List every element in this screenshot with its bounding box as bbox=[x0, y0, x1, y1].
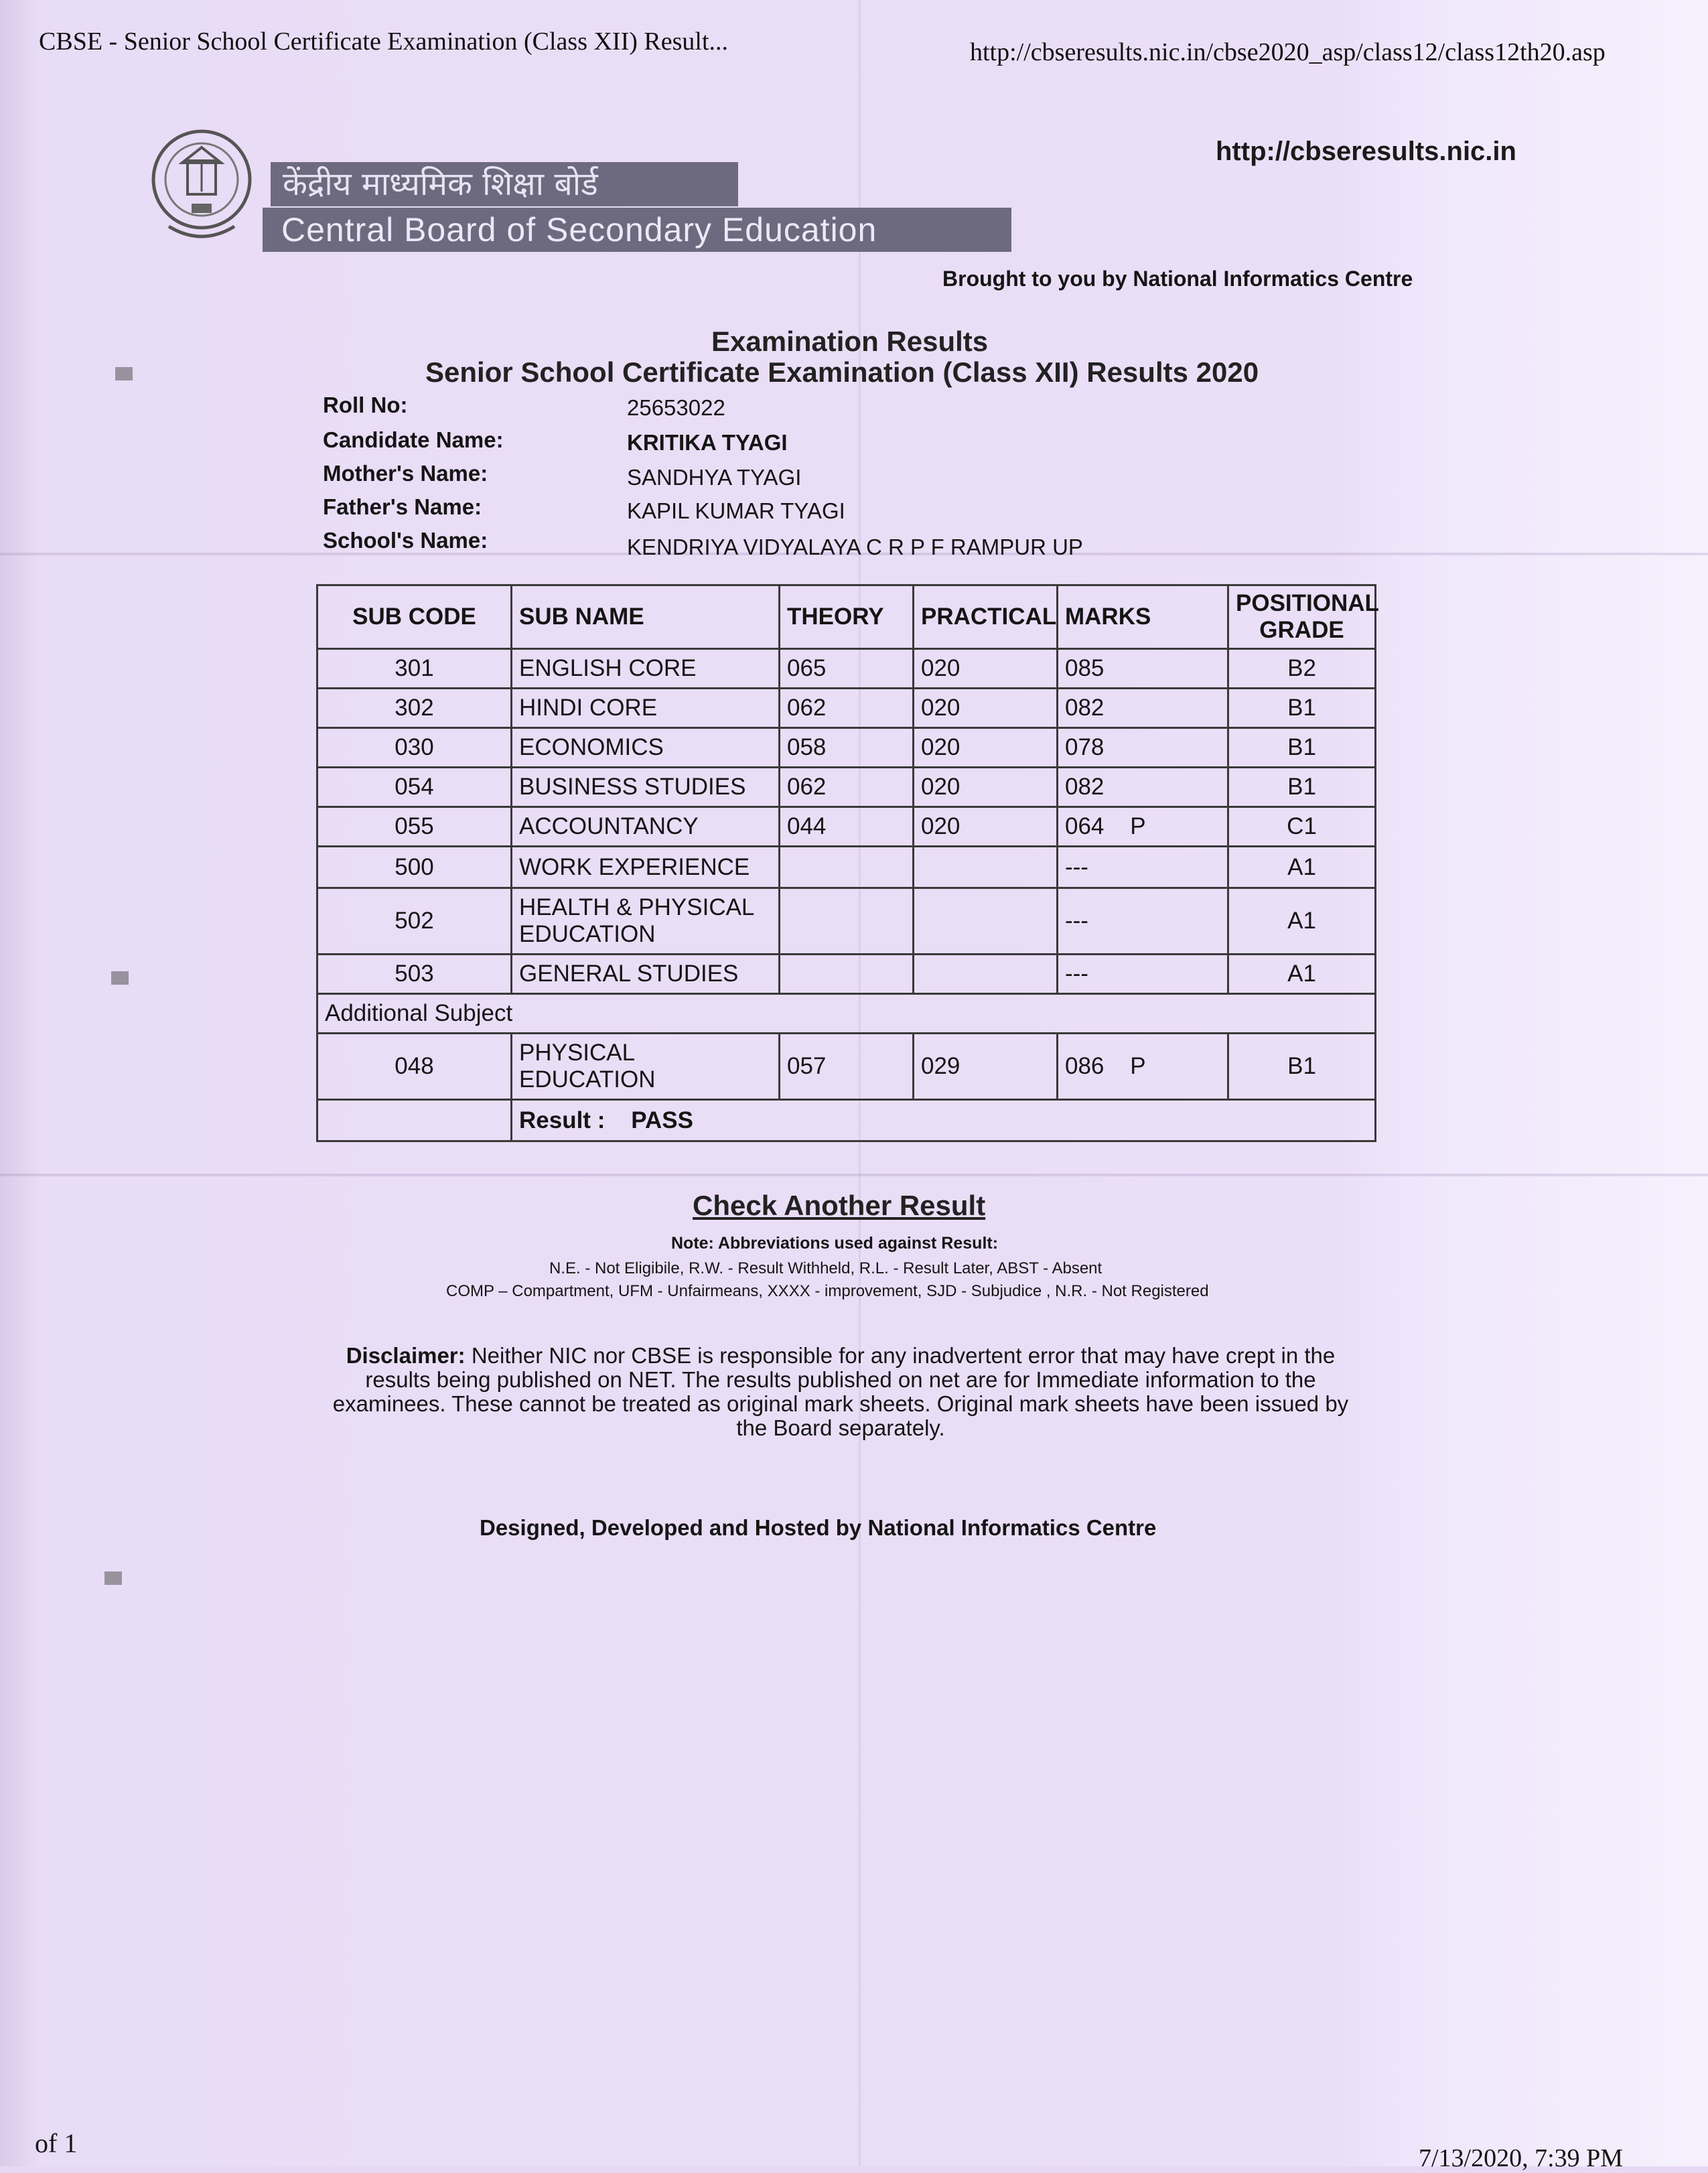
grade: A1 bbox=[1228, 847, 1376, 888]
grade: B1 bbox=[1228, 689, 1376, 728]
header-theory: THEORY bbox=[780, 585, 914, 649]
sub-name: ECONOMICS bbox=[512, 728, 780, 768]
table-row bbox=[317, 1034, 1376, 1100]
total-marks: --- bbox=[1058, 888, 1228, 955]
fold-line bbox=[0, 1174, 1708, 1176]
roll-label: Roll No: bbox=[323, 393, 408, 417]
total-marks: --- bbox=[1058, 847, 1228, 888]
practical-marks: 020 bbox=[914, 807, 1058, 847]
note-line-2: COMP – Compartment, UFM - Unfairmeans, XXXX - improvement, SJD - Subjudice , N.R. - Not Registered bbox=[446, 1282, 1209, 1300]
grade: C1 bbox=[1228, 807, 1376, 847]
print-page-title: CBSE - Senior School Certificate Examination (Class XII) Result... bbox=[39, 27, 729, 56]
theory-marks bbox=[780, 888, 914, 955]
total-marks: 085 bbox=[1058, 649, 1228, 689]
print-page-number: of 1 bbox=[35, 2128, 78, 2158]
disclaimer bbox=[315, 1344, 1366, 1440]
sub-name: HEALTH & PHYSICAL EDUCATION bbox=[512, 888, 780, 955]
total-marks: 082 bbox=[1058, 768, 1228, 807]
banner-english-title: Central Board of Secondary Education bbox=[263, 208, 1011, 252]
binder-mark bbox=[104, 1571, 122, 1585]
total-marks: --- bbox=[1058, 955, 1228, 994]
banner-hindi-title: केंद्रीय माध्यमिक शिक्षा बोर्ड bbox=[271, 162, 738, 206]
candidate-name-value: KRITIKA TYAGI bbox=[627, 430, 788, 455]
result-value: PASS bbox=[631, 1107, 693, 1133]
theory-marks: 062 bbox=[780, 689, 914, 728]
theory-marks: 065 bbox=[780, 649, 914, 689]
theory-marks bbox=[780, 847, 914, 888]
table-row bbox=[317, 847, 1376, 888]
total-marks: 082 bbox=[1058, 689, 1228, 728]
note-line-1: N.E. - Not Eligibile, R.W. - Result Withheld, R.L. - Result Later, ABST - Absent bbox=[549, 1259, 1102, 1277]
school-name-value: KENDRIYA VIDYALAYA C R P F RAMPUR UP bbox=[627, 535, 1083, 559]
binder-mark bbox=[111, 971, 129, 985]
grade: B1 bbox=[1228, 728, 1376, 768]
grade: B1 bbox=[1228, 1034, 1376, 1100]
print-page-url: http://cbseresults.nic.in/cbse2020_asp/class12/class12th20.asp bbox=[970, 38, 1606, 66]
mother-name-value: SANDHYA TYAGI bbox=[627, 465, 802, 490]
sub-code: 055 bbox=[317, 807, 512, 847]
disclaimer-label: Disclaimer: bbox=[346, 1343, 466, 1368]
result-label: Result : bbox=[519, 1107, 606, 1133]
sub-code: 503 bbox=[317, 955, 512, 994]
theory-marks: 057 bbox=[780, 1034, 914, 1100]
sub-name: ACCOUNTANCY bbox=[512, 807, 780, 847]
practical-marks: 020 bbox=[914, 728, 1058, 768]
sub-code: 301 bbox=[317, 649, 512, 689]
sub-code: 500 bbox=[317, 847, 512, 888]
father-name-label: Father's Name: bbox=[323, 494, 482, 519]
note-title: Note: Abbreviations used against Result: bbox=[671, 1234, 999, 1253]
sub-name: PHYSICAL EDUCATION bbox=[512, 1034, 780, 1100]
sub-name: WORK EXPERIENCE bbox=[512, 847, 780, 888]
table-row bbox=[317, 728, 1376, 768]
sub-name: GENERAL STUDIES bbox=[512, 955, 780, 994]
header-practical: PRACTICAL bbox=[914, 585, 1058, 649]
empty-cell bbox=[317, 1100, 512, 1141]
mother-name-label: Mother's Name: bbox=[323, 461, 488, 486]
header-sub-code: SUB CODE bbox=[317, 585, 512, 649]
result-cell bbox=[512, 1100, 1376, 1141]
additional-subject-label: Additional Subject bbox=[317, 994, 1376, 1034]
result-row bbox=[317, 1100, 1376, 1141]
results-table bbox=[316, 584, 1379, 1142]
table-row bbox=[317, 888, 1376, 955]
grade: B1 bbox=[1228, 768, 1376, 807]
sub-code: 030 bbox=[317, 728, 512, 768]
table-row bbox=[317, 807, 1376, 847]
practical-marks bbox=[914, 847, 1058, 888]
disclaimer-text: Neither NIC nor CBSE is responsible for any inadvertent error that may have crept in the results being published on NET. The results published on net are for Immediate information to the examinees. These cannot be treated as original mark sheets. Original mark sheets have been issued by the Board separately. bbox=[332, 1343, 1349, 1440]
header-sub-name: SUB NAME bbox=[512, 585, 780, 649]
additional-subject-row bbox=[317, 994, 1376, 1034]
brought-by-text: Brought to you by National Informatics Centre bbox=[942, 267, 1413, 291]
practical-marks: 029 bbox=[914, 1034, 1058, 1100]
theory-marks bbox=[780, 955, 914, 994]
school-name-label: School's Name: bbox=[323, 528, 488, 553]
print-timestamp: 7/13/2020, 7:39 PM bbox=[1419, 2144, 1624, 2172]
father-name-value: KAPIL KUMAR TYAGI bbox=[627, 498, 845, 523]
candidate-name-label: Candidate Name: bbox=[323, 427, 504, 452]
practical-marks: 020 bbox=[914, 649, 1058, 689]
practical-marks bbox=[914, 955, 1058, 994]
exam-subheading: Senior School Certificate Examination (Class XII) Results 2020 bbox=[425, 356, 1259, 388]
grade: A1 bbox=[1228, 888, 1376, 955]
roll-value: 25653022 bbox=[627, 395, 725, 420]
sub-name: ENGLISH CORE bbox=[512, 649, 780, 689]
theory-marks: 062 bbox=[780, 768, 914, 807]
grade: A1 bbox=[1228, 955, 1376, 994]
total-marks: 064 P bbox=[1058, 807, 1228, 847]
sub-name: BUSINESS STUDIES bbox=[512, 768, 780, 807]
site-url[interactable]: http://cbseresults.nic.in bbox=[1216, 137, 1516, 166]
theory-marks: 044 bbox=[780, 807, 914, 847]
binder-mark bbox=[115, 367, 133, 380]
sub-code: 048 bbox=[317, 1034, 512, 1100]
exam-heading: Examination Results bbox=[711, 326, 989, 357]
designed-by-text: Designed, Developed and Hosted by National Informatics Centre bbox=[480, 1515, 1157, 1540]
table-row bbox=[317, 955, 1376, 994]
sub-name: HINDI CORE bbox=[512, 689, 780, 728]
check-another-result-link[interactable]: Check Another Result bbox=[693, 1190, 986, 1221]
header-marks: MARKS bbox=[1058, 585, 1228, 649]
theory-marks: 058 bbox=[780, 728, 914, 768]
table-row bbox=[317, 649, 1376, 689]
table-row bbox=[317, 768, 1376, 807]
practical-marks: 020 bbox=[914, 768, 1058, 807]
total-marks: 078 bbox=[1058, 728, 1228, 768]
total-marks: 086 P bbox=[1058, 1034, 1228, 1100]
header-positional-grade: POSITIONAL GRADE bbox=[1228, 585, 1376, 649]
practical-marks bbox=[914, 888, 1058, 955]
practical-marks: 020 bbox=[914, 689, 1058, 728]
table-row bbox=[317, 689, 1376, 728]
sub-code: 302 bbox=[317, 689, 512, 728]
sub-code: 054 bbox=[317, 768, 512, 807]
sub-code: 502 bbox=[317, 888, 512, 955]
grade: B2 bbox=[1228, 649, 1376, 689]
cbse-emblem-icon bbox=[149, 126, 255, 240]
